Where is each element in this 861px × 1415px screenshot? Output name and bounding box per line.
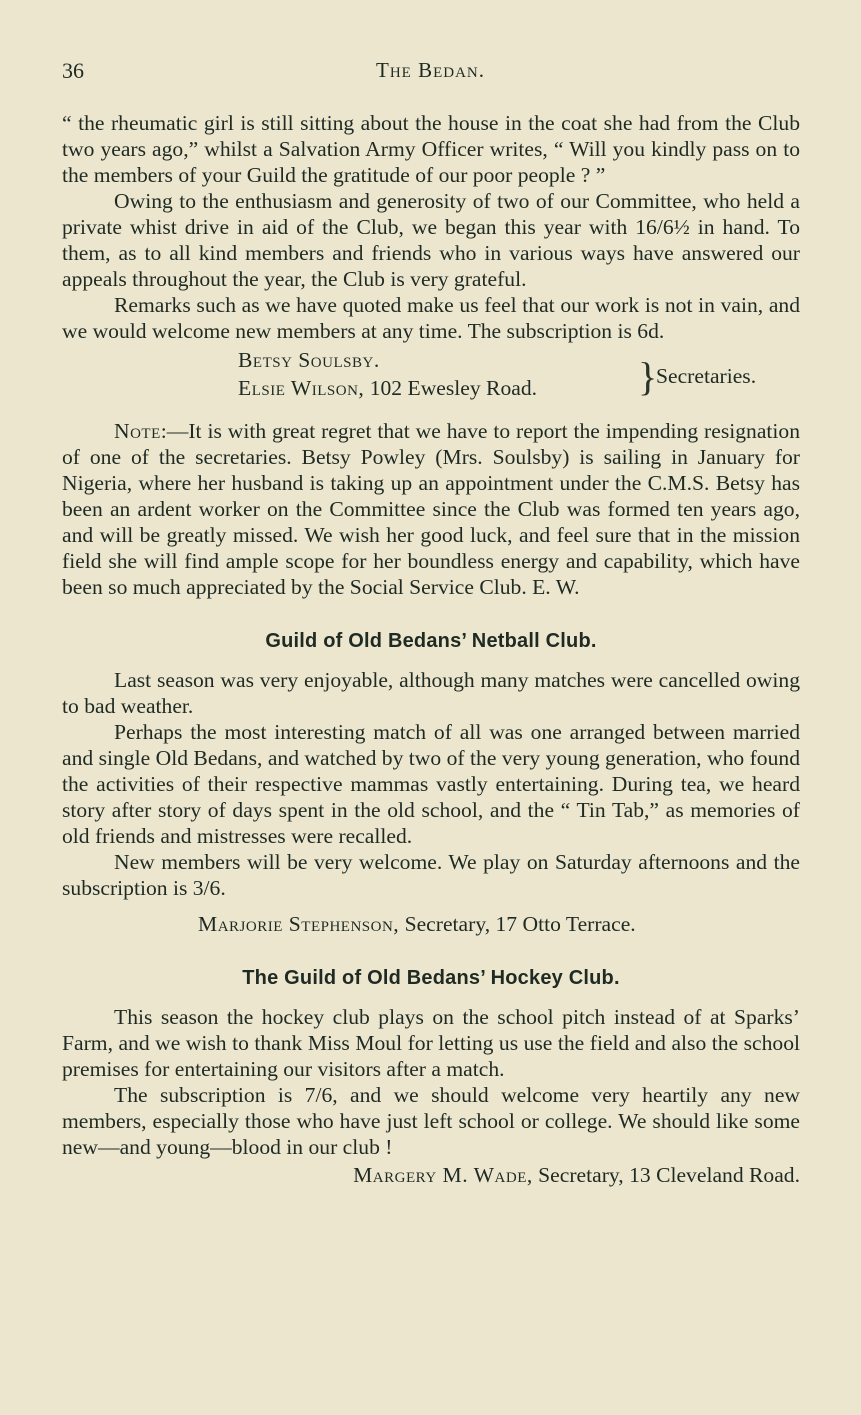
- secretaries-signature: [62, 348, 800, 408]
- signature-line: [62, 911, 800, 937]
- signature-role: Secretaries.: [656, 364, 757, 388]
- signature-name: Betsy Soulsby.: [238, 348, 380, 372]
- paragraph: Perhaps the most interesting match of all was one arranged between married and single Old Bedans, and watched by two of the very young generation, who found the activities of their respective mammas vastly entertaining. During tea, we heard story after story of days spent in the old school, and the “ Tin Tab,” as memories of old friends and mistresses were recalled.: [62, 720, 800, 848]
- note-paragraph: [62, 418, 800, 600]
- signature-name: Marjorie Stephenson,: [198, 912, 400, 936]
- note-text: :—It is with great regret that we have to report the impending resignation of one of the secretaries. Betsy Powley (Mrs. Soulsby) is sailing in January for Nigeria, where her husband is taking up an appointment under the C.M.S. Betsy has been an ardent worker on the Committee since the Club was formed ten years ago, and will be greatly missed. We wish her good luck, and feel sure that in the mission field she will find ample scope for her boundless energy and capability, which have been so much appreciated by the Social Service Club. E. W.: [62, 419, 800, 599]
- section-heading: The Guild of Old Bedans’ Hockey Club.: [242, 967, 620, 989]
- brace-icon: }: [638, 354, 658, 399]
- signature-name-address: [238, 376, 537, 401]
- note-label: Note: [114, 419, 161, 443]
- paragraph: Remarks such as we have quoted make us feel that our work is not in vain, and we would welcome new members at any time. The subscription is 6d.: [62, 293, 800, 343]
- paragraph: This season the hockey club plays on the school pitch instead of at Sparks’ Farm, and we wish to thank Miss Moul for letting us use the field and also the school premises for entertaining our visitors after a match.: [62, 1005, 800, 1081]
- signature-name: Elsie Wilson,: [238, 376, 365, 400]
- paragraph: The subscription is 7/6, and we should welcome very heartily any new members, especially those who have just left school or college. We should like some new—and young—blood in our club !: [62, 1083, 800, 1159]
- signature-address: Secretary, 13 Cleveland Road.: [532, 1163, 800, 1187]
- page-body: [62, 110, 800, 1188]
- signature-line: [62, 1162, 800, 1188]
- paragraph: Owing to the enthusiasm and generosity of two of our Committee, who held a private whist drive in aid of the Club, we began this year with 16/6½ in hand. To them, as to all kind members and friends who in various ways have answered our appeals throughout the year, the Club is very grateful.: [62, 189, 800, 291]
- paragraph: Last season was very enjoyable, although many matches were cancelled owing to bad weather.: [62, 668, 800, 718]
- page-header: [62, 58, 799, 92]
- signature-name: Margery M. Wade,: [353, 1163, 533, 1187]
- paragraph: New members will be very welcome. We play on Saturday afternoons and the subscription is 3/6.: [62, 850, 800, 900]
- running-title: The Bedan.: [376, 58, 485, 82]
- paragraph: “ the rheumatic girl is still sitting about the house in the coat she had from the Club two years ago,” whilst a Salvation Army Officer writes, “ Will you kindly pass on to the members of your Guild the gratitude of our poor people ? ”: [62, 111, 800, 187]
- hockey-club-section: [62, 967, 800, 1188]
- signature-address: Secretary, 17 Otto Terrace.: [399, 912, 636, 936]
- social-service-club-section: [62, 110, 800, 600]
- netball-club-section: [62, 630, 800, 937]
- page-number: 36: [62, 58, 84, 83]
- section-heading: Guild of Old Bedans’ Netball Club.: [265, 630, 597, 652]
- signature-address: 102 Ewesley Road.: [364, 376, 538, 400]
